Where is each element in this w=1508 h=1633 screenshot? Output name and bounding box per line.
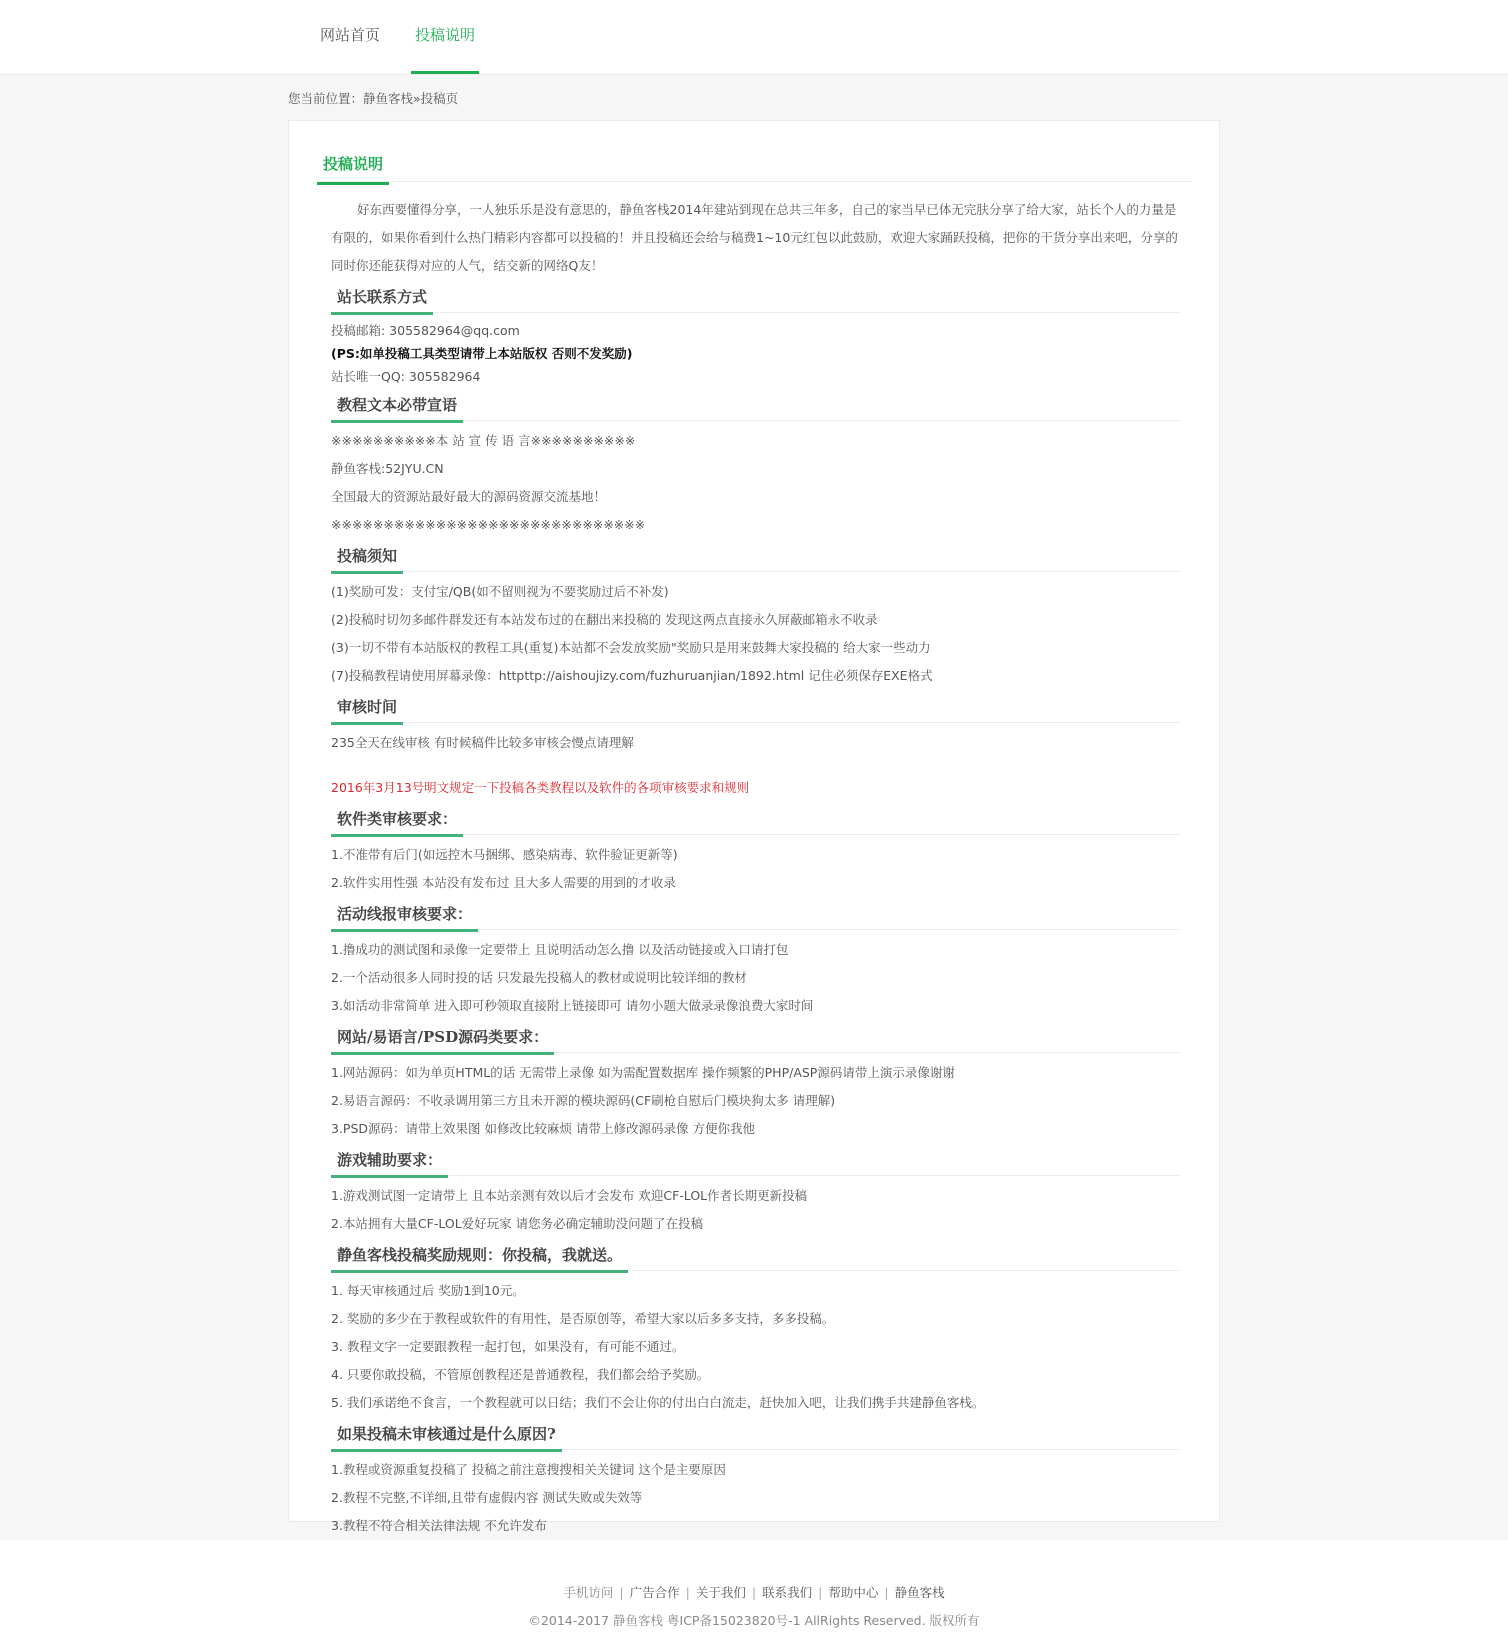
footer-separator: |: [685, 1585, 690, 1600]
section-title: 教程文本必带宣语: [331, 394, 463, 423]
game-rule: 2.本站拥有大量CF-LOL爱好玩家 请您务必确定辅助没问题了在投稿: [331, 1216, 704, 1231]
page-title: 投稿说明: [317, 153, 389, 185]
rules-notice: 2016年3月13号明文规定一下投稿各类教程以及软件的各项审核要求和规则: [331, 780, 750, 795]
section-game: [331, 1145, 1181, 1176]
section-title: 如果投稿未审核通过是什么原因?: [331, 1423, 562, 1452]
footer: [0, 1540, 1508, 1633]
card-title-bar: [317, 149, 1193, 182]
notice-line: (7)投稿教程请使用屏幕录像：httpttp://aishoujizy.com/fuzhuruanjian/1892.html 记住必须保存EXE格式: [331, 668, 933, 683]
notice-line: (2)投稿时切勿多邮件群发还有本站发布过的在翻出来投稿的 发现这两点直接永久屏蔽邮箱永不收录: [331, 612, 878, 627]
footer-link-mobile[interactable]: 手机访问: [563, 1585, 614, 1600]
footer-separator: |: [818, 1585, 823, 1600]
section-title: 软件类审核要求：: [331, 808, 463, 837]
section-title: 静鱼客栈投稿奖励规则：你投稿，我就送。: [331, 1244, 628, 1273]
activity-rule: 1.撸成功的测试图和录像一定要带上 且说明活动怎么撸 以及活动链接或入口请打包: [331, 942, 789, 957]
section-title: 审核时间: [331, 696, 403, 725]
intro-paragraph: 好东西要懂得分享，一人独乐乐是没有意思的，静鱼客栈2014年建站到现在总共三年多，自己的家当早已体无完肤分享了给大家，站长个人的力量是有限的，如果你看到什么热门精彩内容都可以投稿的！并且投稿还会给与稿费1~10元红包以此鼓励，欢迎大家踊跃投稿，把你的干货分享出来吧，分享的同时你还能获得对应的人气，结交新的网络Q友！: [331, 202, 1178, 273]
footer-link-ads[interactable]: 广告合作: [629, 1585, 680, 1600]
section-reject-reasons: [331, 1419, 1181, 1450]
section-slogan: [331, 390, 1181, 421]
section-title: 投稿须知: [331, 545, 403, 574]
website-rule: 1.网站源码：如为单页HTML的话 无需带上录像 如为需配置数据库 操作频繁的PHP/ASP源码请带上演示录像谢谢: [331, 1065, 955, 1080]
section-contact: [331, 282, 1181, 313]
reward-rule: 2. 奖励的多少在于教程或软件的有用性，是否原创等，希望大家以后多多支持，多多投稿。: [331, 1311, 835, 1326]
activity-rule: 3.如活动非常简单 进入即可秒领取直接附上链接即可 请勿小题大做录录像浪费大家时间: [331, 998, 814, 1013]
contact-qq: 站长唯一QQ: 305582964: [331, 369, 481, 384]
footer-copyright: ©2014-2017 静鱼客栈 粤ICP备15023820号-1 AllRights Reserved. 版权所有: [528, 1613, 980, 1628]
notice-line: (3)一切不带有本站版权的教程工具(重复)本站都不会发放奖励"奖励只是用来鼓舞大家投稿的 给大家一些动力: [331, 640, 931, 655]
section-title: 活动线报审核要求：: [331, 903, 478, 932]
section-title: 站长联系方式: [331, 286, 433, 315]
section-activity: [331, 899, 1181, 930]
software-rule: 2.软件实用性强 本站没有发布过 且大多人需要的用到的才收录: [331, 875, 676, 890]
footer-link-help[interactable]: 帮助中心: [828, 1585, 879, 1600]
section-website-source: [331, 1022, 1181, 1053]
section-title: 网站/易语言/PSD源码类要求：: [331, 1026, 554, 1055]
reason-line: 2.教程不完整,不详细,且带有虚假内容 测试失败或失效等: [331, 1490, 643, 1505]
footer-link-contact[interactable]: 联系我们: [762, 1585, 813, 1600]
spacer: [331, 757, 1181, 774]
section-notice: [331, 541, 1181, 572]
section-reward: [331, 1240, 1181, 1271]
website-rule: 2.易语言源码：不收录调用第三方且未开源的模块源码(CF刷枪自慰后门模块狗太多 请理解): [331, 1093, 836, 1108]
footer-separator: |: [619, 1585, 624, 1600]
footer-separator: |: [884, 1585, 889, 1600]
article-body: [331, 196, 1181, 1568]
nav-home-link[interactable]: 网站首页: [320, 26, 381, 44]
section-software: [331, 804, 1181, 835]
section-review-time: [331, 692, 1181, 723]
reward-rule: 3. 教程文字一定要跟教程一起打包，如果没有，有可能不通过。: [331, 1339, 685, 1354]
review-time-text: 235全天在线审核 有时候稿件比较多审核会慢点请理解: [331, 735, 634, 750]
slogan-line: 静鱼客栈:52JYU.CN: [331, 461, 444, 476]
breadcrumb: 您当前位置：静鱼客栈»投稿页: [288, 91, 459, 106]
slogan-line: 全国最大的资源站最好最大的源码资源交流基地！: [331, 489, 607, 504]
reason-line: 1.教程或资源重复投稿了 投稿之前注意搜搜相关关键词 这个是主要原因: [331, 1462, 726, 1477]
slogan-line: ※※※※※※※※※※本 站 宣 传 语 言※※※※※※※※※※: [331, 433, 636, 448]
footer-link-about[interactable]: 关于我们: [695, 1585, 746, 1600]
footer-separator: |: [751, 1585, 757, 1600]
game-rule: 1.游戏测试图一定请带上 且本站亲测有效以后才会发布 欢迎CF-LOL作者长期更新投稿: [331, 1188, 808, 1203]
top-navigation-bar: [0, 0, 1508, 75]
reward-rule: 4. 只要你敢投稿，不管原创教程还是普通教程，我们都会给予奖励。: [331, 1367, 710, 1382]
software-rule: 1.不准带有后门(如远控木马捆绑、感染病毒、软件验证更新等): [331, 847, 678, 862]
slogan-line: ※※※※※※※※※※※※※※※※※※※※※※※※※※※※※※: [331, 517, 646, 532]
content-card: [288, 120, 1220, 1533]
activity-rule: 2.一个活动很多人同时投的话 只发最先投稿人的教材或说明比较详细的教材: [331, 970, 747, 985]
reward-rule: 5. 我们承诺绝不食言，一个教程就可以日结；我们不会让你的付出白白流走，赶快加入吧，让我们携手共建静鱼客栈。: [331, 1395, 985, 1410]
contact-email: 投稿邮箱: 305582964@qq.com: [331, 323, 520, 338]
footer-links: [0, 1583, 1508, 1601]
reward-rule: 1. 每天审核通过后 奖励1到10元。: [331, 1283, 525, 1298]
footer-link-site[interactable]: 静鱼客栈: [894, 1585, 945, 1600]
nav-guide-link[interactable]: 投稿说明: [415, 24, 475, 74]
reason-line: 3.教程不符合相关法律法规 不允许发布: [331, 1518, 547, 1533]
notice-line: (1)奖励可发：支付宝/QB(如不留则视为不要奖励过后不补发): [331, 584, 669, 599]
section-title: 游戏辅助要求：: [331, 1149, 448, 1178]
website-rule: 3.PSD源码：请带上效果图 如修改比较麻烦 请带上修改源码录像 方便你我他: [331, 1121, 755, 1136]
contact-ps-note: (PS:如单投稿工具类型请带上本站版权 否则不发奖励): [331, 346, 633, 361]
